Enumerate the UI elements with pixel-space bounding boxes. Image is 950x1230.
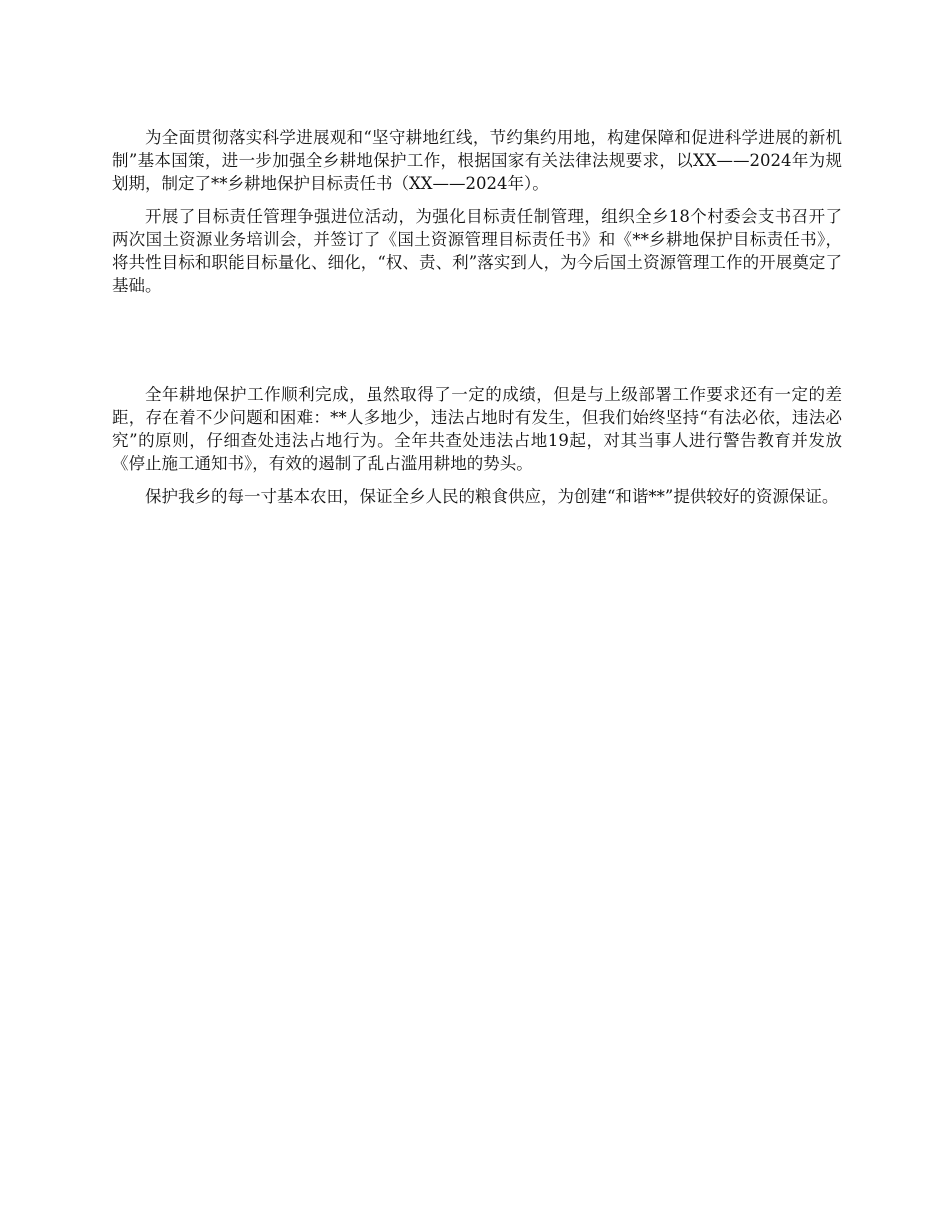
- paragraph-goal-responsibility: 为全面贯彻落实科学进展观和“坚守耕地红线，节约集约用地，构建保障和促进科学进展的新机制”基本国策，进一步加强全乡耕地保护工作，根据国家有关法律法规要求，以XX——2024年为规划期，制定了**乡耕地保护目标责任书（XX——2024年）。: [112, 128, 842, 193]
- paragraph-conclusion: 保护我乡的每一寸基本农田，保证全乡人民的粮食供应，为创建“和谐**”提供较好的资源保证。: [145, 487, 839, 506]
- paragraph-management-activity: 开展了目标责任管理争强进位活动，为强化目标责任制管理，组织全乡18个村委会支书召开了两次国土资源业务培训会，并签订了《国土资源管理目标责任书》和《**乡耕地保护目标责任书》，将共性目标和职能目标量化、细化，“权、责、利”落实到人，为今后国土资源管理工作的开展奠定了基础。: [112, 207, 842, 295]
- document-body: [112, 126, 842, 518]
- paragraph-problems: 全年耕地保护工作顺利完成，虽然取得了一定的成绩，但是与上级部署工作要求还有一定的差距，存在着不少问题和困难：**人多地少，违法占地时有发生，但我们始终坚持“有法必依，违法必究”的原则，仔细查处违法占地行为。全年共查处违法占地19起，对其当事人进行警告教育并发放《停止施工通知书》，有效的遏制了乱占滥用耕地的势头。: [112, 385, 842, 473]
- blank-gap: [112, 307, 842, 383]
